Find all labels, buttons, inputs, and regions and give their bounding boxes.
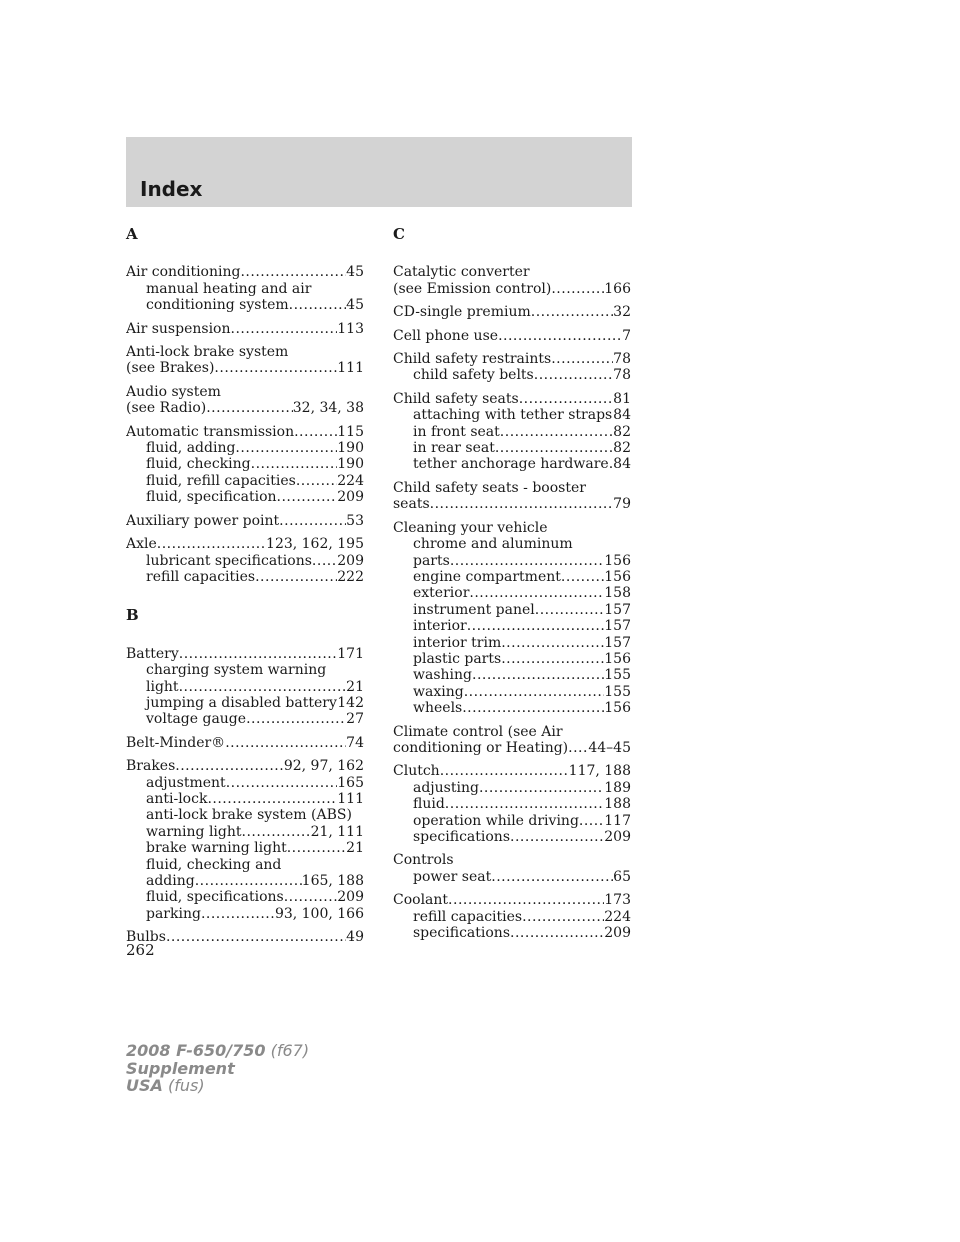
dot-leader: [296, 473, 337, 489]
dot-leader: [450, 553, 604, 569]
index-subentry: [393, 553, 631, 569]
entry-page-ref: 209: [604, 925, 631, 942]
index-subentry: [393, 909, 631, 925]
entry-term: manual heating and air: [146, 280, 312, 297]
entry-page-ref: 173: [604, 892, 631, 909]
dot-leader: [289, 297, 347, 313]
entry-term: interior trim: [413, 634, 502, 651]
entry-page-ref: 155: [604, 683, 631, 700]
index-subentry: [393, 569, 631, 585]
entry-term: Controls: [393, 852, 454, 869]
index-entry-line: [393, 520, 631, 536]
index-column-right: [393, 222, 631, 948]
index-subentry: [393, 440, 631, 456]
entry-term: Child safety restraints: [393, 351, 552, 368]
entry-term: power seat: [413, 868, 492, 885]
index-entry: [393, 304, 631, 320]
index-entry-line: [126, 321, 364, 337]
index-entry-line: [393, 304, 631, 320]
index-entry-line: [393, 391, 631, 407]
index-subentry: [393, 456, 631, 472]
dot-leader: [561, 569, 604, 585]
dot-leader: [522, 909, 604, 925]
index-subentry: [126, 695, 364, 711]
section-letter: B: [126, 606, 139, 625]
index-entry: [126, 513, 364, 529]
index-entry: [126, 344, 364, 377]
index-subentry: [126, 456, 364, 472]
dot-leader: [462, 700, 604, 716]
entry-page-ref: 165: [337, 774, 364, 791]
entry-term: fluid, specifications: [146, 889, 284, 906]
index-entry-line: [393, 740, 631, 756]
index-subentry: [393, 618, 631, 634]
index-subentry: [393, 651, 631, 667]
dot-leader: [464, 684, 605, 700]
index-subentry: [126, 873, 364, 889]
entry-page-ref: 190: [337, 456, 364, 473]
entry-term: Coolant: [393, 892, 449, 909]
index-entry: [393, 724, 631, 757]
entry-term: Brakes: [126, 758, 176, 775]
footer-market: USA: [126, 1076, 163, 1095]
dot-leader: [501, 635, 604, 651]
entry-page-ref: 7: [622, 327, 631, 344]
index-entry: [393, 892, 631, 941]
dot-leader: [534, 367, 613, 383]
index-entry-line: [393, 281, 631, 297]
entry-term: instrument panel: [413, 601, 535, 618]
entry-page-ref: 209: [604, 829, 631, 845]
entry-term: (see Radio): [126, 400, 207, 417]
index-subentry: [126, 281, 364, 297]
entry-term: fluid, checking and: [146, 856, 282, 873]
entry-term: specifications: [413, 829, 511, 845]
entry-page-ref: 188: [604, 796, 631, 813]
entry-term: washing: [413, 667, 472, 684]
dot-leader: [440, 763, 569, 779]
index-subentry: [126, 569, 364, 585]
entry-term: conditioning system: [146, 297, 289, 314]
entry-page-ref: 81: [613, 390, 631, 407]
entry-page-ref: 157: [604, 634, 631, 651]
dot-leader: [240, 264, 346, 280]
dot-leader: [472, 667, 604, 683]
index-entry-line: [126, 424, 364, 440]
index-subentry: [393, 667, 631, 683]
dot-leader: [510, 829, 604, 845]
entry-term: operation while driving: [413, 812, 579, 829]
entry-term: Child safety seats: [393, 390, 519, 407]
entry-term: Climate control (see Air: [393, 723, 563, 740]
entry-term: parts: [413, 552, 450, 569]
dot-leader: [287, 840, 346, 856]
index-entry: [393, 264, 631, 297]
index-entry: [126, 321, 364, 337]
index-subentry: [126, 489, 364, 505]
entry-page-ref: 32: [613, 304, 631, 321]
entry-term: warning light: [146, 823, 242, 840]
entry-page-ref: 156: [604, 568, 631, 585]
dot-leader: [242, 824, 311, 840]
entry-term: refill capacities: [413, 908, 523, 925]
index-subentry: [393, 585, 631, 601]
entry-term: fluid, refill capacities: [146, 472, 296, 489]
index-subentry: [126, 807, 364, 823]
entry-term: seats: [393, 496, 430, 513]
index-subentry: [393, 780, 631, 796]
dot-leader: [469, 585, 604, 601]
entry-term: attaching with tether straps: [413, 407, 613, 424]
entry-page-ref: 27: [346, 711, 364, 728]
entry-page-ref: 166: [604, 280, 631, 297]
index-entry-line: [126, 264, 364, 280]
index-entry: [126, 929, 364, 945]
entry-page-ref: 189: [604, 779, 631, 796]
index-column-left: [126, 222, 364, 953]
dot-leader: [284, 889, 338, 905]
entry-page-ref: 93, 100, 166: [274, 905, 364, 922]
entry-page-ref: 84: [613, 407, 631, 424]
entry-page-ref: 78: [613, 351, 631, 368]
entry-term: Audio system: [126, 383, 221, 400]
dot-leader: [277, 489, 338, 505]
index-subentry: [393, 829, 631, 845]
dot-leader: [251, 456, 338, 472]
entry-term: interior: [413, 618, 467, 635]
index-subentry: [126, 791, 364, 807]
index-subentry: [126, 840, 364, 856]
entry-term: adding: [146, 873, 195, 889]
index-subentry: [393, 796, 631, 812]
entry-term: CD-single premium: [393, 304, 531, 321]
index-subentry: [393, 424, 631, 440]
dot-leader: [535, 602, 605, 618]
entry-page-ref: 111: [337, 790, 364, 807]
entry-term: wheels: [413, 700, 463, 717]
entry-page-ref: 21, 111: [310, 823, 364, 840]
dot-leader: [491, 869, 613, 885]
dot-leader: [519, 391, 613, 407]
dot-leader: [179, 646, 337, 662]
entry-term: Automatic transmission: [126, 423, 295, 440]
index-entry: [126, 536, 364, 585]
entry-term: specifications: [413, 925, 511, 942]
index-subentry: [126, 889, 364, 905]
entry-page-ref: 123, 162, 195: [266, 536, 364, 553]
index-entry-line: [126, 536, 364, 552]
index-entry-line: [393, 763, 631, 779]
dot-leader: [467, 618, 605, 634]
entry-page-ref: 111: [337, 360, 364, 377]
entry-term: brake warning light: [146, 840, 287, 857]
entry-page-ref: 74: [346, 734, 364, 751]
entry-term: Cleaning your vehicle: [393, 519, 548, 536]
footer-supplement: Supplement: [126, 1058, 235, 1078]
section-letter: C: [393, 225, 405, 243]
entry-term: Clutch: [393, 763, 440, 780]
index-subentry: [126, 711, 364, 727]
entry-page-ref: 190: [337, 440, 364, 457]
index-entry: [393, 351, 631, 384]
entry-page-ref: 49: [346, 929, 364, 946]
index-entry: [393, 328, 631, 344]
index-entry: [393, 852, 631, 885]
index-subentry: [393, 684, 631, 700]
index-entry-line: [393, 480, 631, 496]
index-entry: [393, 520, 631, 717]
index-entry-line: [393, 892, 631, 908]
dot-leader: [157, 536, 266, 552]
entry-term: tether anchorage hardware: [413, 456, 609, 473]
footer-model: 2008 F-650/750: [126, 1041, 266, 1060]
index-header-band: [126, 137, 632, 207]
index-entry: [126, 758, 364, 922]
index-entry-line: [393, 724, 631, 740]
entry-term: charging system warning: [146, 662, 327, 679]
entry-page-ref: 156: [604, 700, 631, 717]
entry-page-ref: 78: [613, 367, 631, 384]
index-entry-line: [126, 360, 364, 376]
entry-page-ref: 79: [613, 496, 631, 513]
index-entry-line: [126, 758, 364, 774]
index-subentry: [393, 700, 631, 716]
index-entry-line: [126, 929, 364, 945]
entry-page-ref: 32, 34, 38: [292, 400, 364, 417]
entry-page-ref: 117, 188: [568, 763, 631, 780]
index-subentry: [126, 440, 364, 456]
page-number: 262: [126, 941, 155, 959]
dot-leader: [500, 424, 613, 440]
dot-leader: [201, 906, 275, 922]
dot-leader: [231, 321, 338, 337]
entry-term: waxing: [413, 683, 464, 700]
dot-leader: [312, 553, 337, 569]
entry-term: lubricant specifications: [146, 552, 312, 569]
section-letter: A: [126, 225, 138, 243]
entry-term: in front seat: [413, 423, 500, 440]
dot-leader: [531, 304, 613, 320]
dot-leader: [479, 780, 604, 796]
dot-leader: [279, 513, 346, 529]
entry-page-ref: 209: [337, 489, 364, 506]
entry-term: (see Brakes): [126, 360, 215, 377]
index-entry-line: [393, 852, 631, 868]
entry-term: exterior: [413, 585, 470, 602]
entry-page-ref: 21: [346, 678, 364, 695]
entry-page-ref: 224: [604, 908, 631, 925]
entry-term: Air suspension: [126, 320, 231, 337]
entry-page-ref: 157: [604, 601, 631, 618]
dot-leader: [195, 873, 302, 889]
index-subentry: [393, 536, 631, 552]
page-title: Index: [140, 177, 203, 201]
entry-term: Belt-Minder®: [126, 734, 226, 751]
entry-page-ref: 209: [337, 889, 364, 906]
index-entry-line: [393, 351, 631, 367]
index-entry-line: [393, 264, 631, 280]
index-entry: [126, 646, 364, 728]
entry-term: Cell phone use: [393, 327, 499, 344]
index-subentry: [393, 602, 631, 618]
dot-leader: [501, 651, 604, 667]
index-entry-line: [126, 646, 364, 662]
entry-term: adjusting: [413, 779, 479, 796]
index-subentry: [393, 407, 631, 423]
dot-leader: [206, 400, 293, 416]
entry-page-ref: 157: [604, 618, 631, 635]
index-entry-line: [126, 513, 364, 529]
entry-term: fluid: [413, 796, 445, 813]
dot-leader: [214, 360, 337, 376]
dot-leader: [498, 328, 622, 344]
index-entry-line: [126, 384, 364, 400]
dot-leader: [226, 775, 338, 791]
index-entry: [126, 264, 364, 313]
entry-page-ref: 21: [346, 840, 364, 857]
index-subentry: [393, 367, 631, 383]
entry-term: in rear seat: [413, 440, 495, 457]
entry-term: fluid, adding: [146, 440, 236, 457]
entry-term: Auxiliary power point: [126, 512, 280, 529]
entry-page-ref: 142: [337, 694, 364, 711]
entry-page-ref: 113: [337, 320, 364, 337]
entry-term: conditioning or Heating): [393, 739, 569, 756]
entry-page-ref: 224: [337, 472, 364, 489]
index-subentry: [393, 635, 631, 651]
dot-leader: [551, 281, 604, 297]
entry-term: jumping a disabled battery: [146, 694, 337, 711]
entry-term: plastic parts: [413, 650, 502, 667]
entry-term: fluid, checking: [146, 456, 251, 473]
dot-leader: [568, 740, 588, 756]
entry-term: fluid, specification: [146, 489, 277, 506]
entry-page-ref: 45: [346, 264, 364, 281]
index-entry: [393, 763, 631, 845]
dot-leader: [235, 440, 337, 456]
index-subentry: [126, 662, 364, 678]
dot-leader: [445, 796, 604, 812]
entry-page-ref: 44–45: [588, 739, 631, 756]
dot-leader: [430, 496, 614, 512]
entry-term: parking: [146, 905, 201, 922]
dot-leader: [179, 679, 347, 695]
entry-page-ref: 209: [337, 552, 364, 569]
entry-page-ref: 222: [337, 568, 364, 585]
index-entry: [393, 480, 631, 513]
index-subentry: [126, 473, 364, 489]
dot-leader: [495, 440, 613, 456]
footer-market-code: (fus): [162, 1076, 205, 1095]
index-entry: [126, 424, 364, 506]
index-entry-line: [393, 328, 631, 344]
entry-page-ref: 115: [337, 423, 364, 440]
index-subentry: [126, 553, 364, 569]
entry-page-ref: 82: [613, 423, 631, 440]
entry-term: anti-lock: [146, 790, 208, 807]
entry-page-ref: 156: [604, 552, 631, 569]
dot-leader: [207, 791, 337, 807]
index-entry: [393, 391, 631, 473]
entry-page-ref: 45: [346, 297, 364, 314]
dot-leader: [225, 735, 346, 751]
index-entry-line: [126, 400, 364, 416]
entry-term: Anti-lock brake system: [126, 344, 289, 361]
entry-page-ref: 171: [337, 645, 364, 662]
entry-term: Child safety seats - booster: [393, 479, 586, 496]
dot-leader: [294, 424, 337, 440]
entry-term: Catalytic converter: [393, 264, 530, 281]
entry-term: engine compartment: [413, 568, 561, 585]
entry-page-ref: 82: [613, 440, 631, 457]
index-entry-line: [126, 344, 364, 360]
entry-page-ref: 65: [613, 868, 631, 885]
entry-page-ref: 117: [604, 812, 631, 829]
footer-model-code: (f67): [265, 1041, 310, 1060]
entry-page-ref: 84: [613, 456, 631, 473]
entry-page-ref: 158: [604, 585, 631, 602]
entry-term: anti-lock brake system (ABS): [146, 807, 352, 824]
entry-term: Bulbs: [126, 929, 166, 946]
index-subentry: [393, 925, 631, 941]
entry-term: Battery: [126, 645, 179, 662]
entry-page-ref: 155: [604, 667, 631, 684]
dot-leader: [448, 892, 604, 908]
index-entry-line: [126, 735, 364, 751]
entry-term: voltage gauge: [146, 711, 247, 728]
entry-term: child safety belts: [413, 367, 534, 384]
entry-page-ref: 53: [346, 512, 364, 529]
entry-page-ref: 156: [604, 650, 631, 667]
index-subentry: [393, 813, 631, 829]
index-subentry: [126, 679, 364, 695]
dot-leader: [175, 758, 284, 774]
index-subentry: [126, 297, 364, 313]
entry-term: chrome and aluminum: [413, 536, 573, 553]
dot-leader: [255, 569, 337, 585]
footer-edition: [126, 1042, 309, 1095]
entry-term: light: [146, 678, 179, 695]
dot-leader: [510, 925, 604, 941]
index-entry: [126, 384, 364, 417]
index-subentry: [126, 857, 364, 873]
dot-leader: [166, 929, 346, 945]
entry-page-ref: 92, 97, 162: [283, 758, 364, 775]
dot-leader: [551, 351, 613, 367]
entry-term: (see Emission control): [393, 280, 552, 297]
index-entry-line: [393, 496, 631, 512]
entry-term: Air conditioning: [126, 264, 241, 281]
index-subentry: [126, 824, 364, 840]
entry-term: adjustment: [146, 774, 226, 791]
entry-page-ref: 165, 188: [301, 873, 364, 889]
dot-leader: [579, 813, 604, 829]
entry-term: Axle: [126, 536, 157, 553]
index-subentry: [126, 906, 364, 922]
index-subentry: [126, 775, 364, 791]
dot-leader: [246, 711, 346, 727]
entry-term: refill capacities: [146, 568, 256, 585]
index-entry: [126, 735, 364, 751]
index-subentry: [393, 869, 631, 885]
